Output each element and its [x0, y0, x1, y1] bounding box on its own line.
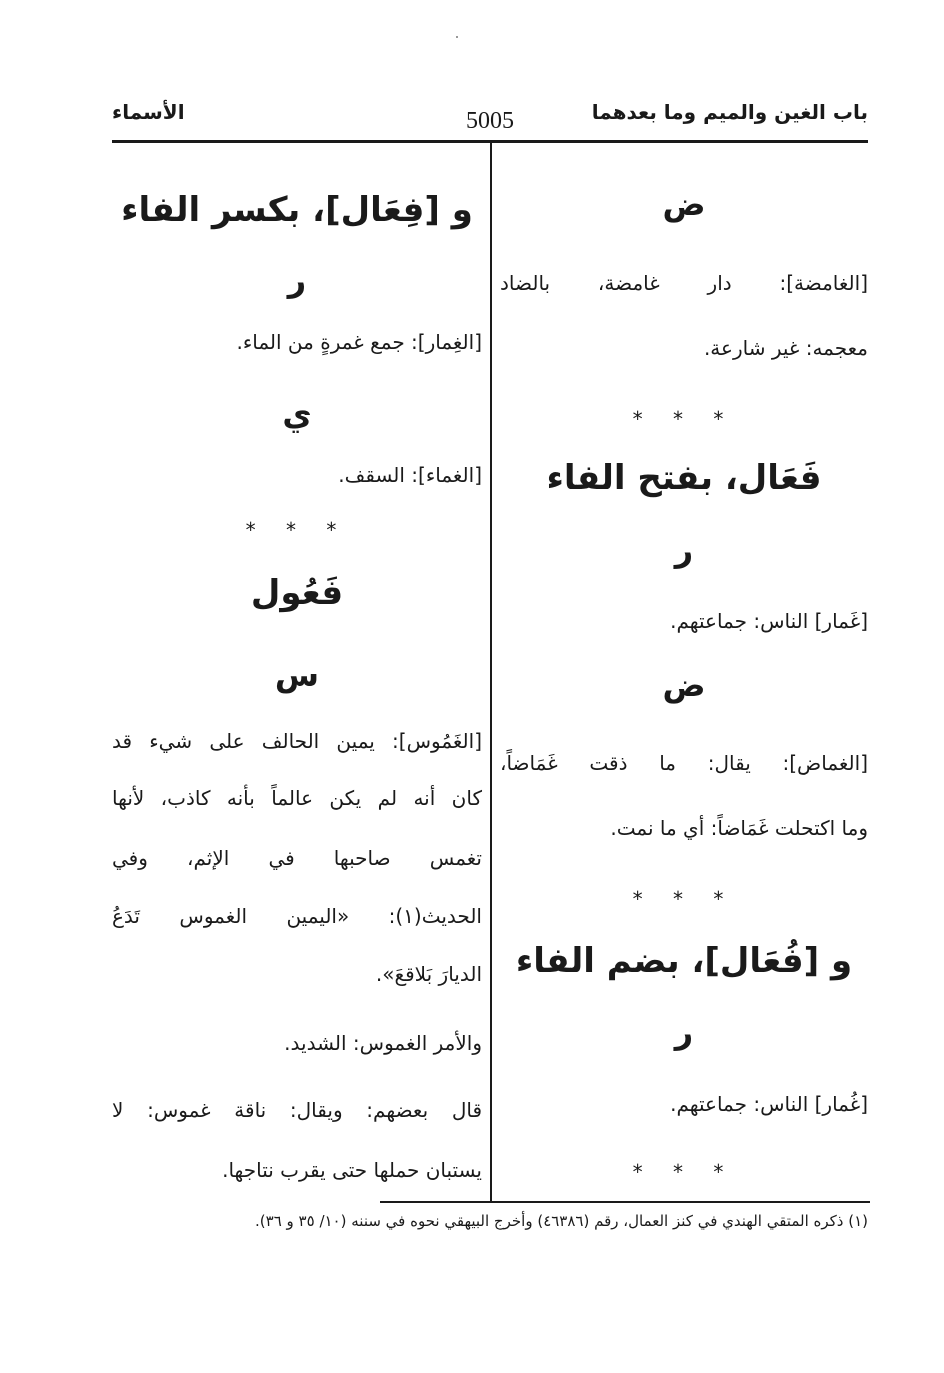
column-divider	[490, 143, 492, 1203]
separator-stars: * * *	[245, 518, 349, 542]
section-heading: فَعُول	[250, 573, 344, 613]
section-heading: و [فِعَال]، بكسر الفاء	[121, 190, 473, 230]
letter-heading: س	[274, 656, 320, 694]
letter-heading: ر	[674, 1013, 694, 1051]
section-title: باب الغين والميم وما بعدهما	[591, 100, 868, 124]
letter-heading: ر	[674, 531, 694, 569]
entry-line: [الغماء]: السقف.	[338, 463, 482, 487]
page-number: 5005	[466, 108, 514, 134]
entry-line: والأمر الغموس: الشديد.	[284, 1031, 482, 1055]
entry-line: الحديث(١): «اليمين الغموس تَدَعُ	[112, 904, 482, 928]
entry-line: [غَمار] الناس: جماعتهم.	[670, 609, 868, 633]
scan-mark	[456, 36, 458, 38]
entry-line: [الغَمُوس]: يمين الحالف على شيء قد	[112, 729, 482, 753]
entry-line: [الغماض]: يقال: ما ذقت غَمَاضاً،	[500, 751, 868, 775]
entry-line: وما اكتحلت غَمَاضاً: أي ما نمت.	[610, 816, 868, 840]
separator-stars: * * *	[632, 887, 736, 911]
entry-line: [الغامضة]: دار غامضة، بالضاد	[500, 271, 868, 295]
entry-line: [الغِمار]: جمع غمرةٍ من الماء.	[236, 330, 482, 354]
letter-heading: ض	[662, 666, 706, 704]
letter-heading: ض	[662, 185, 706, 223]
category-title: الأسماء	[112, 100, 185, 124]
entry-line: معجمه: غير شارعة.	[703, 336, 868, 360]
footnote: (١) ذكره المتقي الهندي في كنز العمال، رقم (٤٦٣٨٦) وأخرج البيهقي نحوه في سننه (١٠/ ٣٥ و ٣٦).	[255, 1212, 868, 1230]
page-header	[112, 100, 868, 140]
separator-stars: * * *	[632, 407, 736, 431]
section-heading: فَعَال، بفتح الفاء	[546, 458, 822, 498]
letter-heading: ر	[287, 261, 307, 299]
entry-line: كان أنه لم يكن عالماً بأنه كاذب، لأنها	[112, 786, 482, 810]
entry-line: [غُمار] الناس: جماعتهم.	[670, 1092, 868, 1116]
separator-stars: * * *	[632, 1160, 736, 1184]
section-heading: و [فُعَال]، بضم الفاء	[515, 941, 853, 981]
entry-line: تغمس صاحبها في الإثم، وفي	[112, 846, 482, 870]
entry-line: قال بعضهم: ويقال: ناقة غموس: لا	[112, 1098, 482, 1122]
entry-line: يستبان حملها حتى يقرب نتاجها.	[222, 1158, 482, 1182]
letter-heading: ي	[282, 395, 312, 433]
entry-line: الديارَ بَلاقعَ».	[375, 962, 482, 986]
footnote-rule	[380, 1201, 870, 1203]
